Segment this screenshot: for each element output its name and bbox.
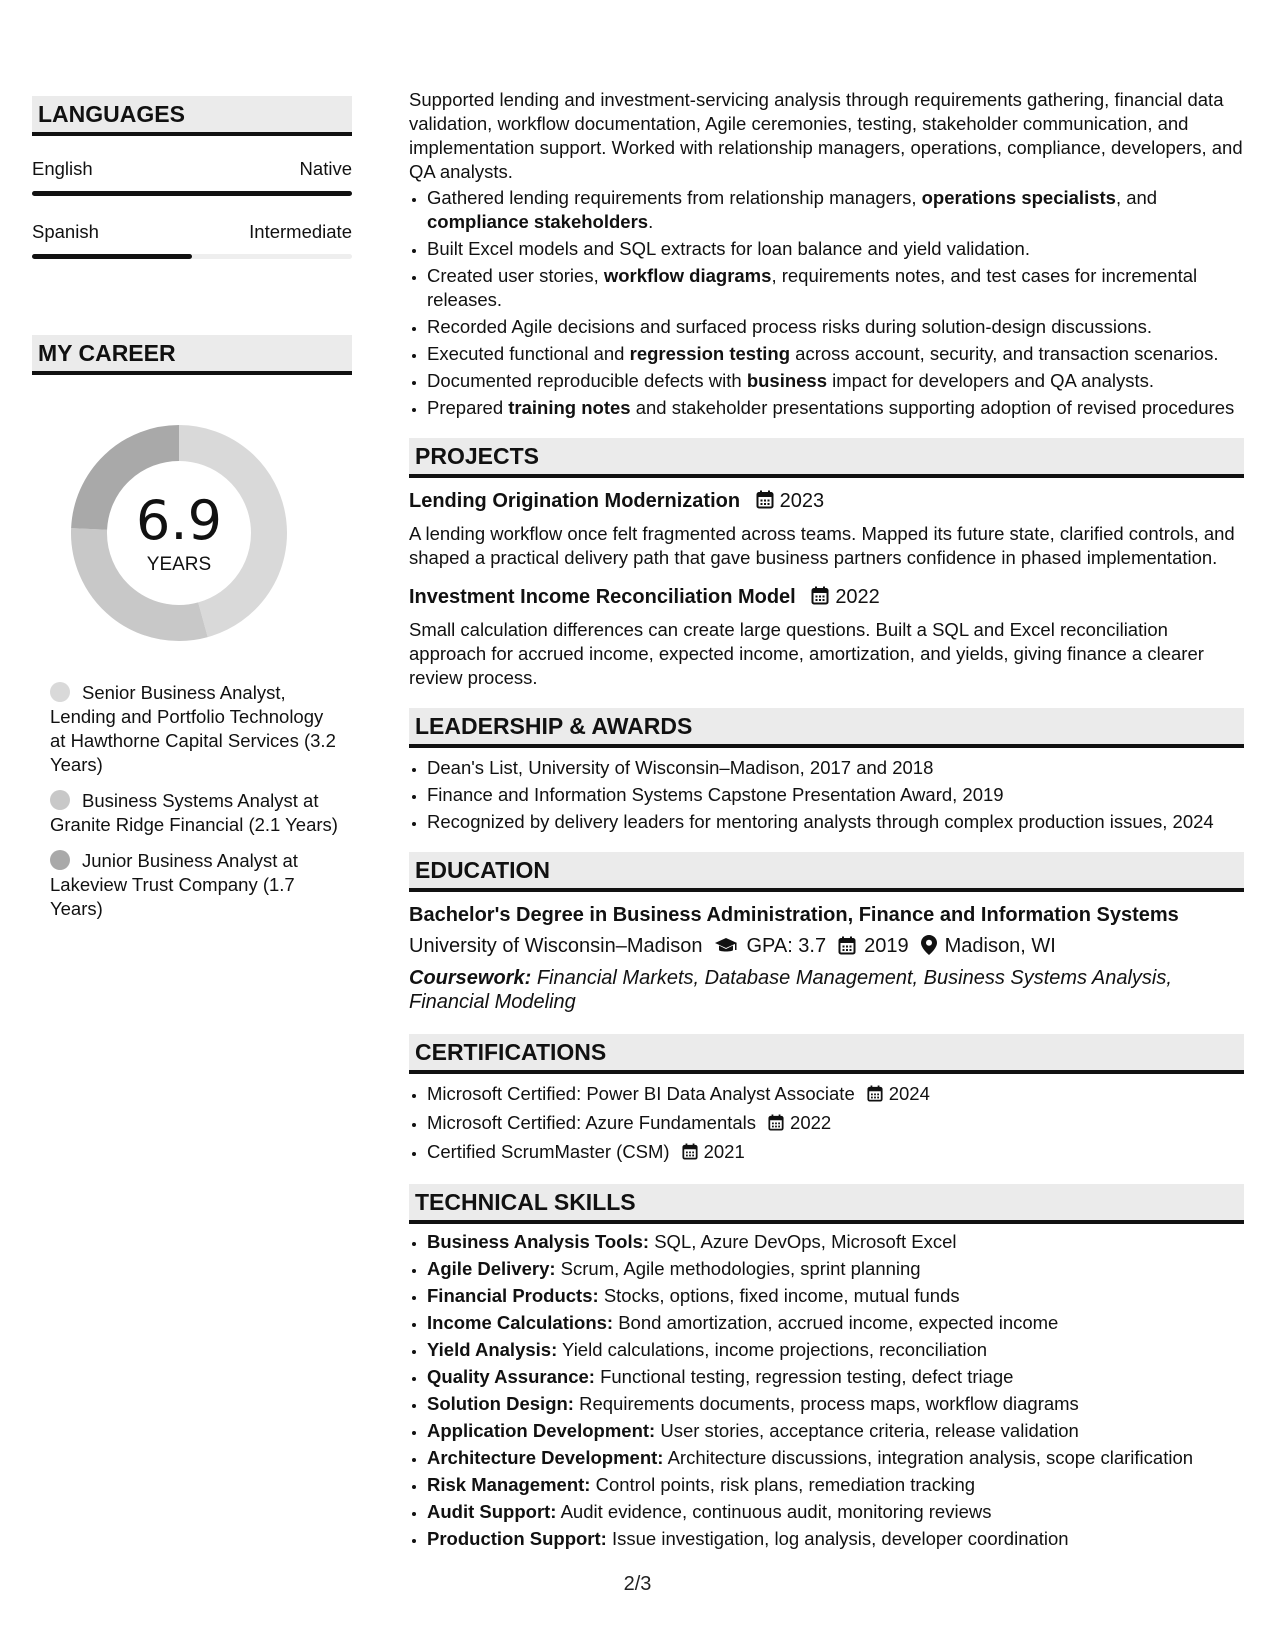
skill-item	[427, 1500, 1244, 1524]
calendar-icon	[682, 1142, 698, 1166]
skill-category: Yield Analysis:	[427, 1339, 558, 1360]
bullet-text: Documented reproducible defects with	[427, 370, 747, 391]
legend-label: Senior Business Analyst, Lending and Portfolio Technology at Hawthorne Capital Services (3.2 Years)	[50, 682, 336, 775]
bullet-emphasis: training notes	[508, 397, 631, 418]
certification-name: Microsoft Certified: Power BI Data Analyst Associate	[427, 1083, 855, 1104]
skill-values: Issue investigation, log analysis, developer coordination	[611, 1528, 1069, 1549]
leadership-list	[409, 756, 1244, 834]
bullet-text: and stakeholder presentations supporting adoption of revised procedures	[630, 397, 1235, 418]
bullet-text: across account, security, and transaction scenarios.	[790, 343, 1219, 364]
skill-item	[427, 1446, 1244, 1470]
leadership-item: • Recognized by delivery leaders for mentoring analysts through complex production issues, 2024	[427, 810, 1244, 834]
skill-category: Application Development:	[427, 1420, 656, 1441]
project-year: 2022	[835, 586, 880, 608]
skill-item	[427, 1338, 1244, 1362]
graduation-year: 2019	[864, 935, 909, 957]
skill-values: Architecture discussions, integration analysis, scope clarification	[667, 1447, 1194, 1468]
project-description: Small calculation differences can create large questions. Built a SQL and Excel reconciliation approach for accrued income, expected income, amortization, and yields, giving finance a clearer review process.	[409, 619, 1204, 688]
skill-category: Production Support:	[427, 1528, 607, 1549]
certifications-list	[409, 1082, 1244, 1166]
project-title-row	[409, 584, 1244, 612]
calendar-icon	[768, 1113, 784, 1137]
career-heading: MY CAREER	[32, 335, 352, 375]
skill-category: Solution Design:	[427, 1393, 574, 1414]
project-description: A lending workflow once felt fragmented across teams. Mapped its future state, clarified controls, and shaped a practical delivery path that gave business partners confidence in phased implementation.	[409, 523, 1235, 568]
skills-list	[409, 1230, 1244, 1551]
skill-category: Income Calculations:	[427, 1312, 614, 1333]
experience-bullet	[427, 264, 1244, 312]
skill-item	[427, 1230, 1244, 1254]
main-content	[409, 88, 1244, 1554]
projects-heading: PROJECTS	[409, 438, 1244, 478]
skill-item	[427, 1419, 1244, 1443]
language-name: English	[32, 158, 93, 179]
calendar-icon	[811, 586, 829, 612]
skill-values: Scrum, Agile methodologies, sprint planning	[560, 1258, 921, 1279]
skill-category: Architecture Development:	[427, 1447, 664, 1468]
experience-bullet	[427, 315, 1244, 339]
skill-values: SQL, Azure DevOps, Microsoft Excel	[654, 1231, 957, 1252]
bullet-emphasis: business	[746, 370, 828, 391]
leadership-heading: LEADERSHIP & AWARDS	[409, 708, 1244, 748]
skill-item	[427, 1473, 1244, 1497]
skill-item	[427, 1257, 1244, 1281]
bullet-text: Recorded Agile decisions and surfaced process risks during solution-design discussions.	[427, 316, 1152, 337]
proficiency-bar	[32, 191, 352, 196]
project-year: 2023	[779, 490, 825, 512]
bullet-text: Built Excel models and SQL extracts for loan balance and yield validation.	[427, 238, 1030, 259]
project-year-wrap	[811, 586, 880, 608]
calendar-icon	[838, 936, 856, 962]
coursework-label: Coursework:	[409, 967, 532, 989]
bullet-text: Gathered lending requirements from relationship managers,	[427, 187, 922, 208]
education-details	[409, 933, 1244, 962]
skill-category: Quality Assurance:	[427, 1366, 595, 1387]
skill-values: Stocks, options, fixed income, mutual funds	[603, 1285, 960, 1306]
legend-dot	[50, 790, 70, 810]
leadership-section	[409, 708, 1244, 834]
projects-section	[409, 438, 1244, 690]
skill-values: User stories, acceptance criteria, release validation	[660, 1420, 1079, 1441]
experience-summary: Supported lending and investment-servicing analysis through requirements gathering, financial data validation, workflow documentation, Agile ceremonies, testing, stakeholder communication, and implementation support. Worked with relationship managers, operations, compliance, developers, and QA analysts.	[409, 89, 1243, 182]
legend-item	[50, 681, 340, 777]
experience-bullet	[427, 186, 1244, 234]
proficiency-fill	[32, 254, 192, 259]
legend-label: Junior Business Analyst at Lakeview Trust Company (1.7 Years)	[50, 850, 298, 919]
degree-title: Bachelor's Degree in Business Administration, Finance and Information Systems	[409, 904, 1179, 926]
proficiency-bar	[32, 254, 352, 259]
skill-category: Audit Support:	[427, 1501, 557, 1522]
school-name: University of Wisconsin–Madison	[409, 935, 703, 957]
project-year-wrap	[756, 490, 825, 512]
school-location: Madison, WI	[944, 935, 1056, 957]
legend-item	[50, 789, 340, 837]
skills-section	[409, 1184, 1244, 1551]
language-english	[32, 157, 352, 196]
certification-name: Certified ScrumMaster (CSM)	[427, 1141, 670, 1162]
coursework	[409, 966, 1244, 1014]
skill-item	[427, 1527, 1244, 1551]
bullet-text: impact for developers and QA analysts.	[827, 370, 1155, 391]
certifications-heading: CERTIFICATIONS	[409, 1034, 1244, 1074]
skill-category: Agile Delivery:	[427, 1258, 556, 1279]
language-level: Intermediate	[249, 221, 352, 242]
legend-dot	[50, 682, 70, 702]
bullet-text: , and	[1115, 187, 1158, 208]
skill-item	[427, 1311, 1244, 1335]
experience-bullets	[409, 186, 1244, 420]
skill-values: Bond amortization, accrued income, expected income	[618, 1312, 1059, 1333]
certification-name: Microsoft Certified: Azure Fundamentals	[427, 1112, 757, 1133]
project-title: Investment Income Reconciliation Model	[409, 586, 796, 608]
career-total-years: 6.9	[136, 489, 222, 552]
skill-values: Control points, risk plans, remediation tracking	[595, 1474, 976, 1495]
skill-category: Financial Products:	[427, 1285, 599, 1306]
certification-year: 2024	[888, 1083, 930, 1104]
language-level: Native	[299, 158, 352, 179]
sidebar	[32, 96, 352, 933]
certification-item	[427, 1111, 1244, 1137]
certifications-section	[409, 1034, 1244, 1166]
project-title-row	[409, 488, 1244, 516]
bullet-text: Created user stories,	[427, 265, 604, 286]
skills-heading: TECHNICAL SKILLS	[409, 1184, 1244, 1224]
skill-values: Yield calculations, income projections, reconciliation	[562, 1339, 988, 1360]
bullet-emphasis: operations specialists	[921, 187, 1116, 208]
experience-bullet	[427, 342, 1244, 366]
skill-category: Risk Management:	[427, 1474, 591, 1495]
skill-category: Business Analysis Tools:	[427, 1231, 650, 1252]
gpa: GPA: 3.7	[746, 935, 827, 957]
project-title: Lending Origination Modernization	[409, 490, 741, 512]
legend-item	[50, 849, 340, 921]
leadership-item: • Finance and Information Systems Capstone Presentation Award, 2019	[427, 783, 1244, 807]
coursework-list: Financial Markets, Database Management, Business Systems Analysis, Financial Modeling	[409, 967, 1172, 1013]
languages-heading: LANGUAGES	[32, 96, 352, 136]
bullet-text: Prepared	[427, 397, 509, 418]
experience-bullet	[427, 396, 1244, 420]
project-item	[409, 488, 1244, 570]
certification-item	[427, 1082, 1244, 1108]
skill-item	[427, 1284, 1244, 1308]
skill-item	[427, 1392, 1244, 1416]
map-pin-icon	[921, 935, 937, 962]
bullet-emphasis: compliance stakeholders	[427, 211, 649, 232]
leadership-item: • Dean's List, University of Wisconsin–Madison, 2017 and 2018	[427, 756, 1244, 780]
calendar-icon	[756, 490, 774, 516]
education-heading: EDUCATION	[409, 852, 1244, 892]
career-total-unit: YEARS	[146, 554, 212, 575]
bullet-text: .	[648, 211, 654, 232]
skill-values: Audit evidence, continuous audit, monitoring reviews	[560, 1501, 992, 1522]
calendar-icon	[867, 1084, 883, 1108]
career-legend	[50, 681, 340, 921]
skill-item	[427, 1365, 1244, 1389]
bullet-text: Executed functional and	[427, 343, 630, 364]
certification-year: 2021	[703, 1141, 745, 1162]
project-item	[409, 584, 1244, 690]
legend-label: Business Systems Analyst at Granite Ridge Financial (2.1 Years)	[50, 790, 338, 835]
page-number: 2/3	[623, 1573, 652, 1595]
certification-item	[427, 1140, 1244, 1166]
bullet-emphasis: workflow diagrams	[603, 265, 772, 286]
language-name: Spanish	[32, 221, 99, 242]
experience-bullet	[427, 369, 1244, 393]
certification-year: 2022	[790, 1112, 832, 1133]
bullet-emphasis: regression testing	[629, 343, 791, 364]
experience-bullet	[427, 237, 1244, 261]
career-donut-chart	[67, 421, 291, 645]
skill-values: Functional testing, regression testing, defect triage	[600, 1366, 1014, 1387]
bullet-text: , requirements notes, and test cases for incremental releases.	[427, 265, 1198, 310]
education-section	[409, 852, 1244, 1014]
language-spanish	[32, 220, 352, 259]
skill-values: Requirements documents, process maps, workflow diagrams	[579, 1393, 1079, 1414]
graduation-cap-icon	[714, 936, 738, 962]
legend-dot	[50, 850, 70, 870]
proficiency-fill	[32, 191, 352, 196]
